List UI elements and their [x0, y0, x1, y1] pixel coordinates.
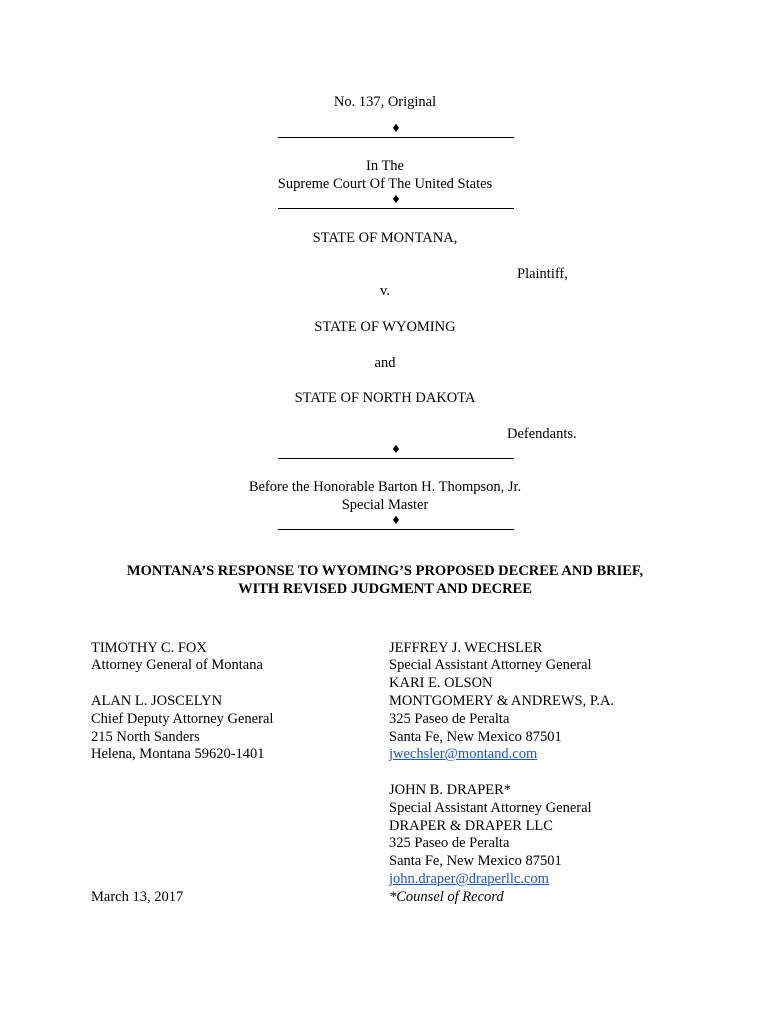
document-title-line-2: WITH REVISED JUDGMENT AND DECREE [238, 581, 532, 597]
counsel-of-record-note: *Counsel of Record [389, 889, 504, 905]
before-line: Before the Honorable Barton H. Thompson, Jr. [248, 479, 522, 495]
counsel-city: Helena, Montana 59620-1401 [91, 746, 265, 762]
counsel-title: Special Assistant Attorney General [389, 800, 592, 816]
plaintiff-role: Plaintiff, [517, 266, 568, 282]
counsel-title: Attorney General of Montana [91, 657, 263, 673]
counsel-address: 325 Paseo de Peralta [389, 711, 510, 727]
counsel-firm: MONTGOMERY & ANDREWS, P.A. [389, 693, 615, 709]
diamond-icon: ♦ [392, 513, 400, 528]
defendant-1: STATE OF WYOMING [314, 319, 456, 335]
counsel-city: Santa Fe, New Mexico 87501 [389, 729, 562, 745]
counsel-address: 325 Paseo de Peralta [389, 835, 510, 851]
document-title-line-1: MONTANA’S RESPONSE TO WYOMING’S PROPOSED DECREE AND BRIEF, [126, 563, 644, 579]
defendant-2: STATE OF NORTH DAKOTA [294, 390, 476, 406]
defendant-role: Defendants. [507, 426, 577, 442]
diamond-icon: ♦ [392, 121, 400, 136]
counsel-name: KARI E. OLSON [389, 675, 493, 691]
separator [278, 193, 514, 211]
diamond-icon: ♦ [392, 442, 400, 457]
counsel-name: TIMOTHY C. FOX [91, 640, 207, 656]
versus: v. [380, 283, 390, 299]
counsel-title: Chief Deputy Attorney General [91, 711, 274, 727]
counsel-name: ALAN L. JOSCELYN [91, 693, 223, 709]
court-line-1: In The [366, 158, 404, 174]
email-link[interactable]: jwechsler@montand.com [389, 746, 538, 762]
conjunction: and [374, 355, 396, 371]
email-link[interactable]: john.draper@draperllc.com [389, 871, 549, 887]
counsel-city: Santa Fe, New Mexico 87501 [389, 853, 562, 869]
special-master-line: Special Master [341, 497, 429, 513]
filing-date: March 13, 2017 [91, 889, 184, 905]
counsel-address: 215 North Sanders [91, 729, 200, 745]
court-line-2: Supreme Court Of The United States [277, 176, 493, 192]
counsel-name: JOHN B. DRAPER* [389, 782, 512, 798]
separator [278, 122, 514, 140]
case-number: No. 137, Original [333, 94, 437, 110]
separator [278, 443, 514, 461]
plaintiff-name: STATE OF MONTANA, [312, 230, 458, 246]
counsel-title: Special Assistant Attorney General [389, 657, 592, 673]
counsel-firm: DRAPER & DRAPER LLC [389, 818, 553, 834]
diamond-icon: ♦ [392, 192, 400, 207]
separator [278, 514, 514, 532]
counsel-name: JEFFREY J. WECHSLER [389, 640, 543, 656]
